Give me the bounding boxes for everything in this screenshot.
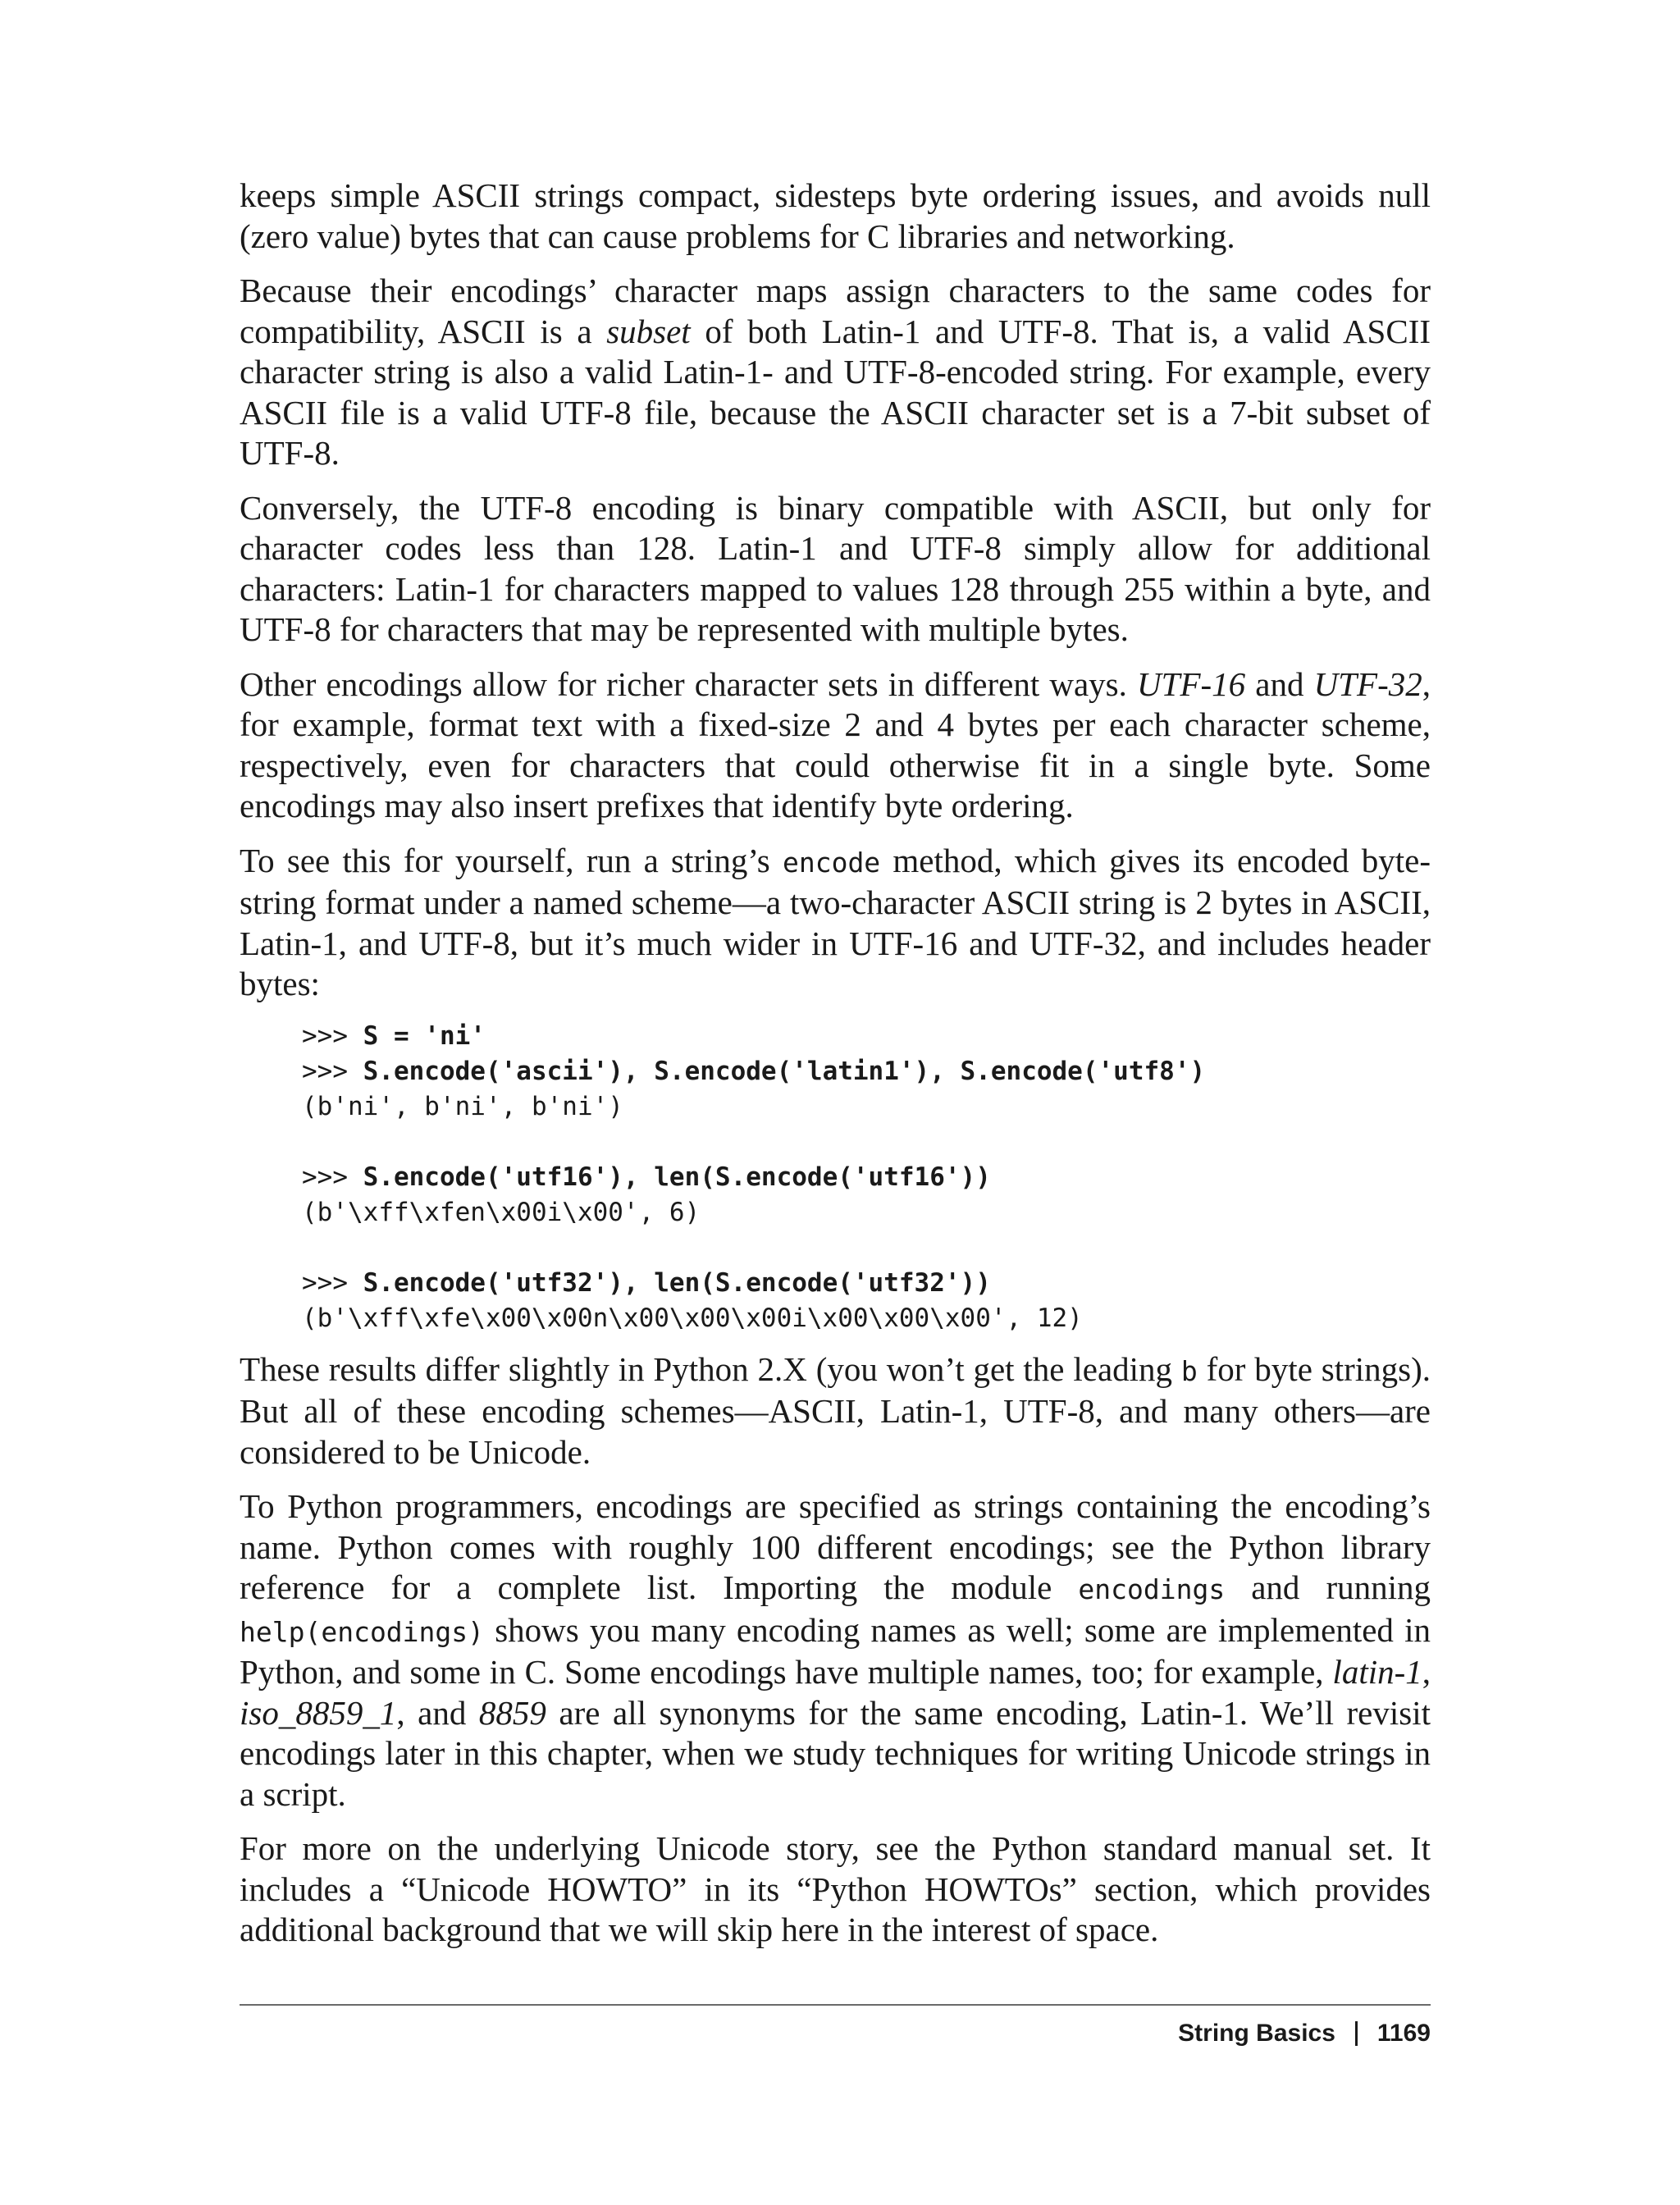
footer-divider — [240, 2004, 1431, 2006]
code-input: S.encode('ascii'), S.encode('latin1'), S.encode('utf8') — [363, 1056, 1206, 1086]
footer-section-title: String Basics — [1178, 2020, 1335, 2047]
emphasis-utf32: UTF-32 — [1313, 664, 1422, 703]
paragraph-text: keeps simple ASCII strings compact, sidesteps byte ordering issues, and avoids null (zero value) bytes that can cause problems for C libraries and networking. — [240, 176, 1431, 255]
paragraph-text: are all synonyms for the same encoding, Latin-1. We’ll revisit encodings later in this chapter, when we study techniques for writing Unicode strings in a script. — [240, 1693, 1431, 1813]
inline-code-encodings: encodings — [1078, 1573, 1226, 1605]
paragraph-text: and — [1245, 664, 1314, 703]
paragraph-text: , — [1422, 1653, 1431, 1691]
paragraph-text: , for example, format text with a fixed-size 2 and 4 bytes per each character scheme, respectively, even for characters that could otherwise fit in a single byte. Some encodings may also insert prefixes that identify byte ordering. — [240, 664, 1431, 824]
footer-separator — [1355, 2021, 1358, 2046]
paragraph-ascii-subset — [240, 271, 1431, 474]
paragraph-text: shows you many encoding names as well; some are implemented in Python, and some in C. Some encodings have multiple names, too; for example, — [240, 1610, 1431, 1691]
code-input: S.encode('utf32'), len(S.encode('utf32')) — [363, 1267, 991, 1298]
emphasis-subset: subset — [606, 312, 691, 350]
paragraph-text: and running — [1225, 1568, 1431, 1606]
code-line — [302, 1160, 1431, 1195]
code-prompt: >>> — [302, 1267, 363, 1298]
paragraph-python2-diff — [240, 1349, 1431, 1473]
code-line — [302, 1019, 1431, 1054]
emphasis-utf16: UTF-16 — [1137, 664, 1246, 703]
paragraph-text: Because their encodings’ character maps assign characters to the same codes for compatibility, ASCII is a — [240, 272, 1431, 350]
code-line — [302, 1301, 1431, 1336]
paragraph-text: method, which gives its encoded byte-string format under a named scheme—a two-character ASCII string is 2 bytes in ASCII, Latin-1, and UTF-8, but it’s much wider in UTF-16 and UTF-32, and includes header bytes: — [240, 841, 1431, 1002]
code-output: (b'\xff\xfen\x00i\x00', 6) — [302, 1197, 701, 1227]
paragraph-text: for byte strings). But all of these encoding schemes—ASCII, Latin-1, UTF-8, and many others—are considered to be Unicode. — [240, 1349, 1431, 1471]
paragraph-text: To Python programmers, encodings are specified as strings containing the encoding’s name. Python comes with roughly 100 different encodings; see the Python library reference for a complete list. Importing the module — [240, 1487, 1431, 1606]
inline-code-encode: encode — [782, 846, 881, 879]
code-line — [302, 1195, 1431, 1230]
paragraph-text: Other encodings allow for richer character sets in different ways. — [240, 664, 1138, 703]
paragraph-text: of both Latin-1 and UTF-8. That is, a valid ASCII character string is also a valid Latin-1- and UTF-8-encoded string. For example, every ASCII file is a valid UTF-8 file, because the ASCII character set is a 7-bit subset of UTF-8. — [240, 312, 1431, 472]
paragraph-unicode-howto — [240, 1828, 1431, 1951]
emphasis-iso-8859-1: iso_8859_1 — [240, 1693, 397, 1732]
code-input: S = 'ni' — [363, 1020, 486, 1051]
code-prompt: >>> — [302, 1020, 363, 1051]
page-footer — [1178, 2017, 1431, 2050]
code-input: S.encode('utf16'), len(S.encode('utf16')) — [363, 1162, 991, 1192]
code-listing — [302, 1019, 1431, 1336]
code-prompt: >>> — [302, 1056, 363, 1086]
inline-code-help-encodings: help(encodings) — [240, 1615, 485, 1648]
paragraph-text: , and — [396, 1693, 479, 1732]
paragraph-ascii-compact — [240, 176, 1431, 257]
emphasis-8859: 8859 — [478, 1693, 546, 1732]
code-output: (b'\xff\xfe\x00\x00n\x00\x00\x00i\x00\x00\x00', 12) — [302, 1303, 1083, 1333]
page-body — [240, 176, 1431, 1965]
paragraph-text: To see this for yourself, run a string’s — [240, 841, 783, 879]
page-number: 1169 — [1376, 2020, 1431, 2047]
paragraph-encoding-names — [240, 1486, 1431, 1815]
paragraph-text: These results differ slightly in Python 2.X (you won’t get the leading — [240, 1349, 1181, 1388]
paragraph-utf8-compat — [240, 488, 1431, 651]
code-prompt: >>> — [302, 1162, 363, 1192]
paragraph-text: For more on the underlying Unicode story, see the Python standard manual set. It includes a “Unicode HOWTO” in its “Python HOWTOs” section, which provides additional background that we will skip here in the interest of space. — [240, 1829, 1431, 1948]
code-blank-line — [302, 1230, 1431, 1266]
code-blank-line — [302, 1125, 1431, 1160]
paragraph-text: Conversely, the UTF-8 encoding is binary compatible with ASCII, but only for character codes less than 128. Latin-1 and UTF-8 simply allow for additional characters: Latin-1 for characters mapped to values 128 through 255 within a byte, and UTF-8 for characters that may be represented with multiple bytes. — [240, 488, 1431, 648]
code-output: (b'ni', b'ni', b'ni') — [302, 1091, 623, 1121]
inline-code-b: b — [1180, 1354, 1198, 1387]
code-line — [302, 1054, 1431, 1089]
emphasis-latin-1: latin-1 — [1332, 1653, 1422, 1691]
paragraph-other-encodings — [240, 664, 1431, 827]
code-line — [302, 1089, 1431, 1125]
code-line — [302, 1266, 1431, 1301]
paragraph-encode-method — [240, 841, 1431, 1005]
